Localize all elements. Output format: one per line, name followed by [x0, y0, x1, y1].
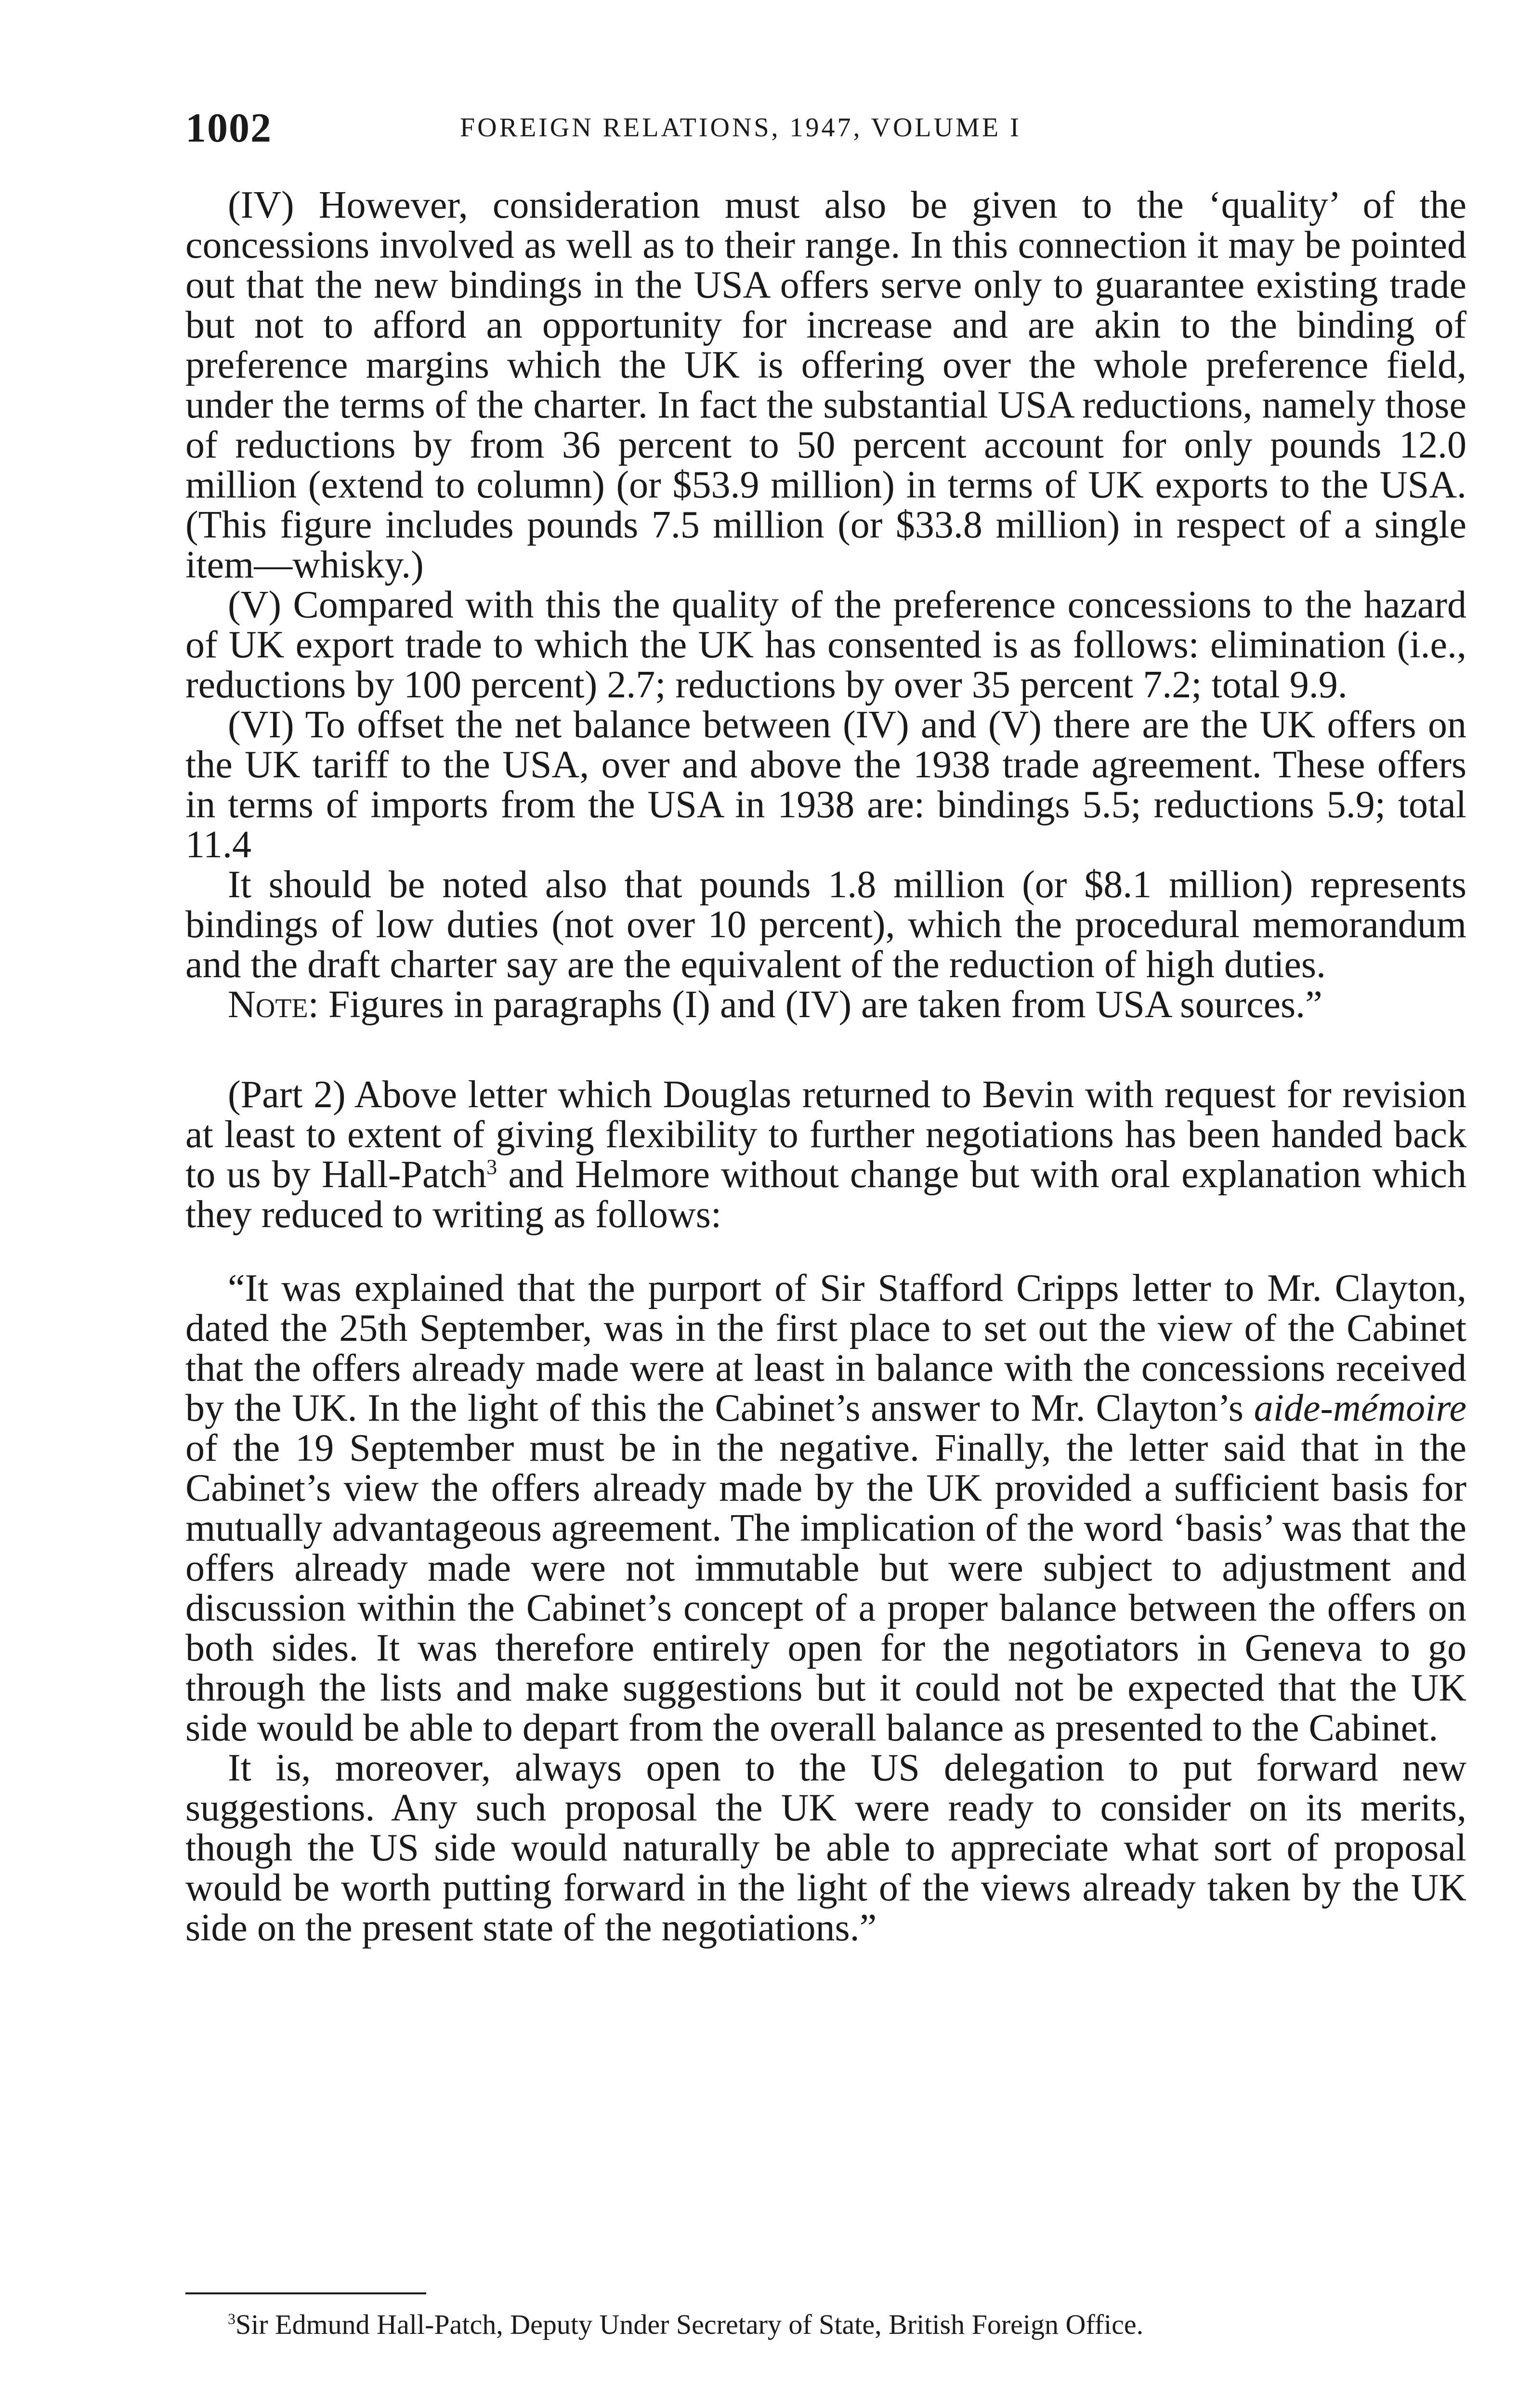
part-2-text-continued: and Helmore without change but with oral explanation which they reduced to writing as follows: — [185, 1153, 1466, 1236]
paragraph-low-duties: It should be noted also that pounds 1.8 million (or $8.1 million) represents bindings of low duties (not over 10 percent), which the procedural memorandum and the draft charter say are the equivalent of the reduction of high duties. — [185, 864, 1466, 986]
paragraph-iv: (IV) However, consideration must also be given to the ‘quality’ of the concessions involved as well as to their range. In this connection it may be pointed out that the new bindings in the USA offers serve only to guarantee existing trade but not to afford an opportunity for increase and are akin to the binding of preference margins which the UK is offering over the whole preference field, under the terms of the charter. In fact the substantial USA reductions, namely those of reductions by from 36 percent to 50 percent account for only pounds 12.0 million (extend to column) (or $53.9 million) in terms of UK exports to the USA. (This figure includes pounds 7.5 million (or $33.8 million) in respect of a single item—whisky.) — [185, 184, 1466, 586]
quote-text: “It was explained that the purport of Sir Stafford Cripps letter to Mr. Clayton, dated the 25th September, was in the first place to set out the view of the Cabinet that the offers already made were at least in balance with the concessions received by the UK. In the light of this the Cabinet’s answer to Mr. Clayton’s — [185, 1267, 1466, 1429]
page-header — [185, 104, 1466, 157]
part-2-paragraph — [185, 1075, 1466, 1235]
paragraph-v: (V) Compared with this the quality of the preference concessions to the hazard of UK export trade to which the UK has consented is as follows: elimination (i.e., reductions by 100 percent) 2.7; reductions by over 35 percent 7.2; total 9.9. — [185, 584, 1466, 706]
footnote-text: Sir Edmund Hall-Patch, Deputy Under Secretary of State, British Foreign Office. — [235, 2309, 1144, 2340]
body-text — [185, 185, 1466, 1948]
note-text: Figures in paragraphs (I) and (IV) are taken from USA sources.” — [318, 983, 1322, 1026]
footnote-mark: 3 — [228, 2310, 236, 2328]
footnote-divider — [185, 2292, 426, 2294]
running-title: FOREIGN RELATIONS, 1947, VOLUME I — [460, 113, 1021, 143]
quote-text-continued: of the 19 September must be in the negative. Finally, the letter said that in the Cabinet’s view the offers already made by the UK provided a sufficient basis for mutually advantageous agreement. The implication of the word ‘basis’ was that the offers already made were not immutable but were subject to adjustment and discussion within the Cabinet’s concept of a proper balance between the offers on both sides. It was therefore entirely open for the negotiators in Geneva to go through the lists and make suggestions but it could not be expected that the UK side would be able to depart from the overall balance as presented to the Cabinet. — [185, 1427, 1466, 1749]
footnote — [185, 2309, 1466, 2340]
note-paragraph — [185, 985, 1466, 1025]
aide-memoire-term: aide-mémoire — [1254, 1387, 1466, 1429]
footnote-reference: 3 — [486, 1155, 497, 1179]
note-label: Note: — [228, 983, 319, 1026]
part-2-text: (Part 2) Above letter which Douglas returned to Bevin with request for revision at least to extent of giving flexibility to further negotiations has been handed back to us by Hall-Patch — [185, 1073, 1466, 1196]
quote-closing-paragraph: It is, moreover, always open to the US delegation to put forward new suggestions. Any such proposal the UK were ready to consider on its merits, though the US side would naturally be able to appreciate what sort of proposal would be worth putting forward in the light of the views already taken by the UK side on the present state of the negotiations.” — [185, 1747, 1466, 1949]
quoted-explanation — [185, 1269, 1466, 1748]
page-number: 1002 — [185, 105, 272, 151]
paragraph-vi: (VI) To offset the net balance between (IV) and (V) there are the UK offers on the UK tariff to the USA, over and above the 1938 trade agreement. These offers in terms of imports from the USA in 1938 are: bindings 5.5; reductions 5.9; total 11.4 — [185, 704, 1466, 866]
